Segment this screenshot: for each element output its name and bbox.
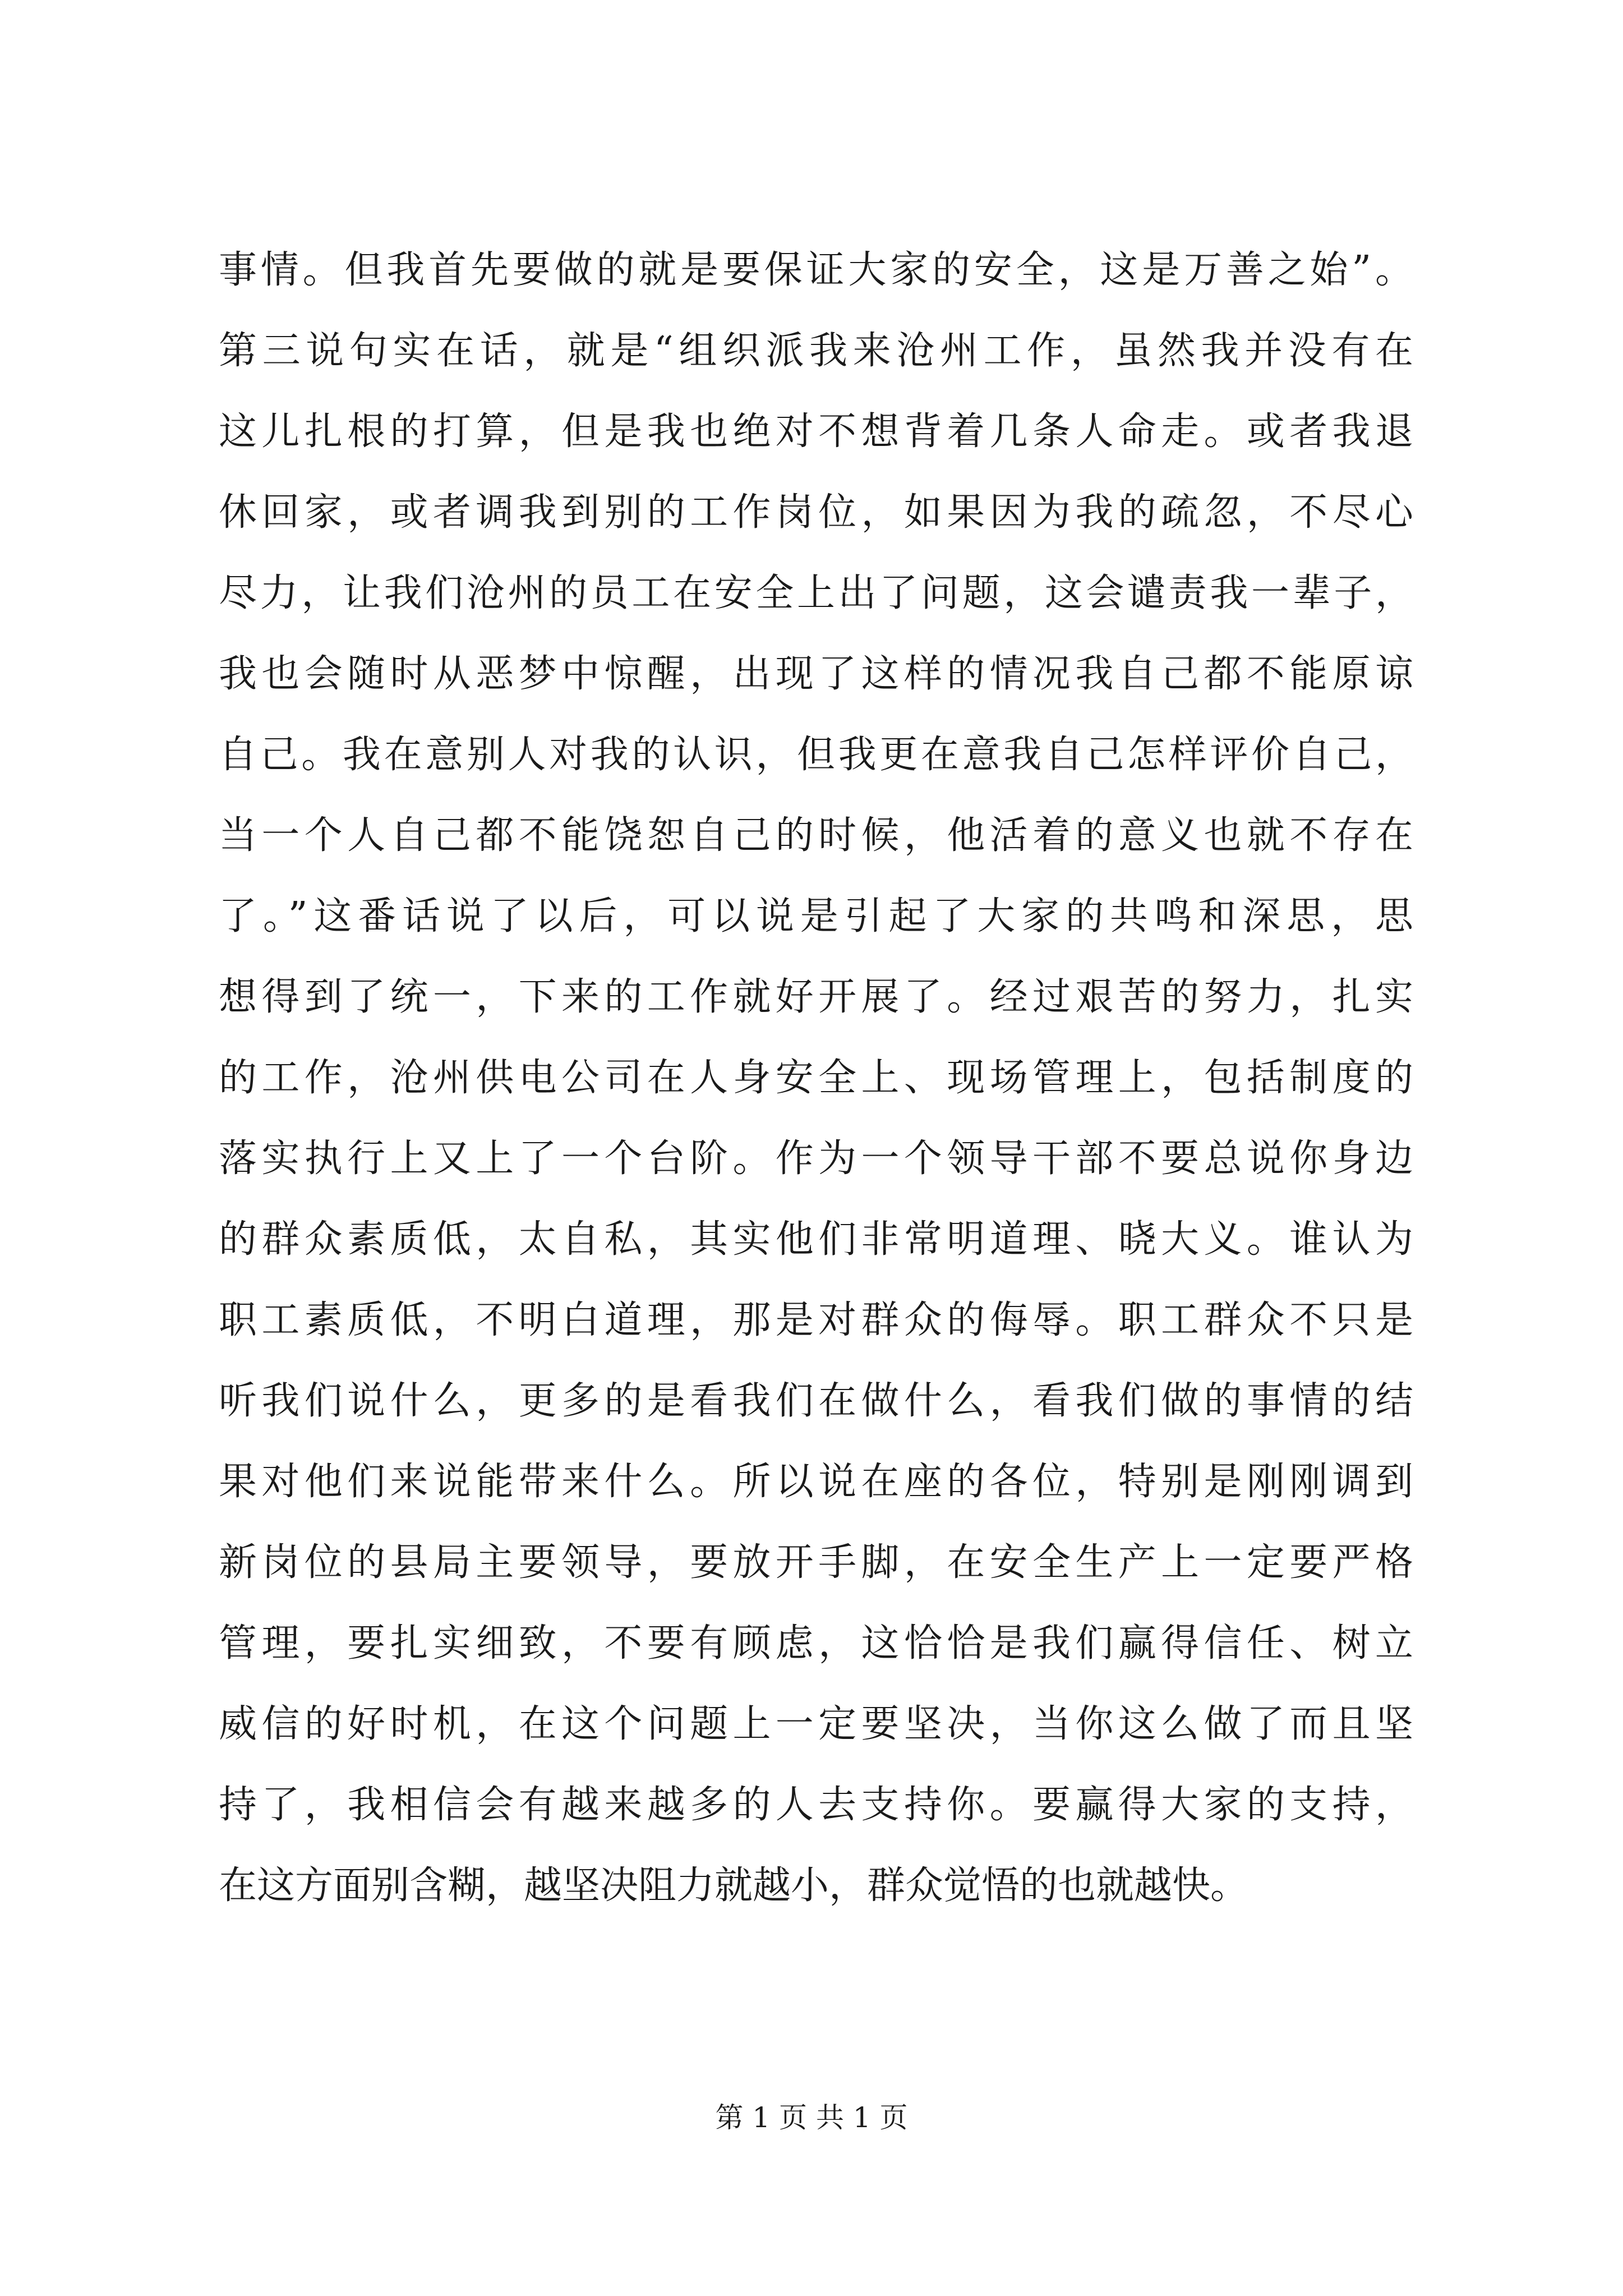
body-paragraph <box>219 230 1413 1926</box>
text-line: 自己。我在意别人对我的认识，但我更在意我自己怎样评价自己， <box>219 733 1413 777</box>
text-line: 的工作，沧州供电公司在人身安全上、现场管理上，包括制度的 <box>219 1056 1413 1100</box>
page-footer <box>0 2098 1623 2137</box>
text-line: 落实执行上又上了一个台阶。作为一个领导干部不要总说你身边 <box>219 1137 1413 1181</box>
text-line: 当一个人自己都不能饶恕自己的时候，他活着的意义也就不存在 <box>219 813 1413 858</box>
text-line: 的群众素质低，太自私，其实他们非常明道理、晓大义。谁认为 <box>219 1217 1413 1262</box>
page-number: 第 1 页 共 1 页 <box>715 2101 908 2134</box>
text-line: 想得到了统一，下来的工作就好开展了。经过艰苦的努力，扎实 <box>219 975 1413 1019</box>
text-line: 果对他们来说能带来什么。所以说在座的各位，特别是刚刚调到 <box>219 1460 1413 1504</box>
text-line: 第三说句实在话，就是“组织派我来沧州工作，虽然我并没有在 <box>219 329 1413 373</box>
text-line: 休回家，或者调我到别的工作岗位，如果因为我的疏忽，不尽心 <box>219 490 1413 535</box>
text-line: 在这方面别含糊，越坚决阻力就越小，群众觉悟的也就越快。 <box>219 1864 1249 1908</box>
text-line: 管理，要扎实细致，不要有顾虑，这恰恰是我们赢得信任、树立 <box>219 1621 1413 1665</box>
text-line: 这儿扎根的打算，但是我也绝对不想背着几条人命走。或者我退 <box>219 409 1413 454</box>
text-line: 持了，我相信会有越来越多的人去支持你。要赢得大家的支持， <box>219 1783 1413 1827</box>
text-line: 事情。但我首先要做的就是要保证大家的安全，这是万善之始”。 <box>219 248 1413 292</box>
text-line: 了。”这番话说了以后，可以说是引起了大家的共鸣和深思，思 <box>219 894 1413 938</box>
text-line: 新岗位的县局主要领导，要放开手脚，在安全生产上一定要严格 <box>219 1540 1413 1585</box>
text-line: 职工素质低，不明白道理，那是对群众的侮辱。职工群众不只是 <box>219 1298 1413 1342</box>
text-line: 威信的好时机，在这个问题上一定要坚决，当你这么做了而且坚 <box>219 1702 1413 1746</box>
text-line: 听我们说什么，更多的是看我们在做什么，看我们做的事情的结 <box>219 1379 1413 1423</box>
text-line: 我也会随时从恶梦中惊醒，出现了这样的情况我自己都不能原谅 <box>219 652 1413 696</box>
text-line: 尽力，让我们沧州的员工在安全上出了问题，这会谴责我一辈子， <box>219 571 1413 615</box>
